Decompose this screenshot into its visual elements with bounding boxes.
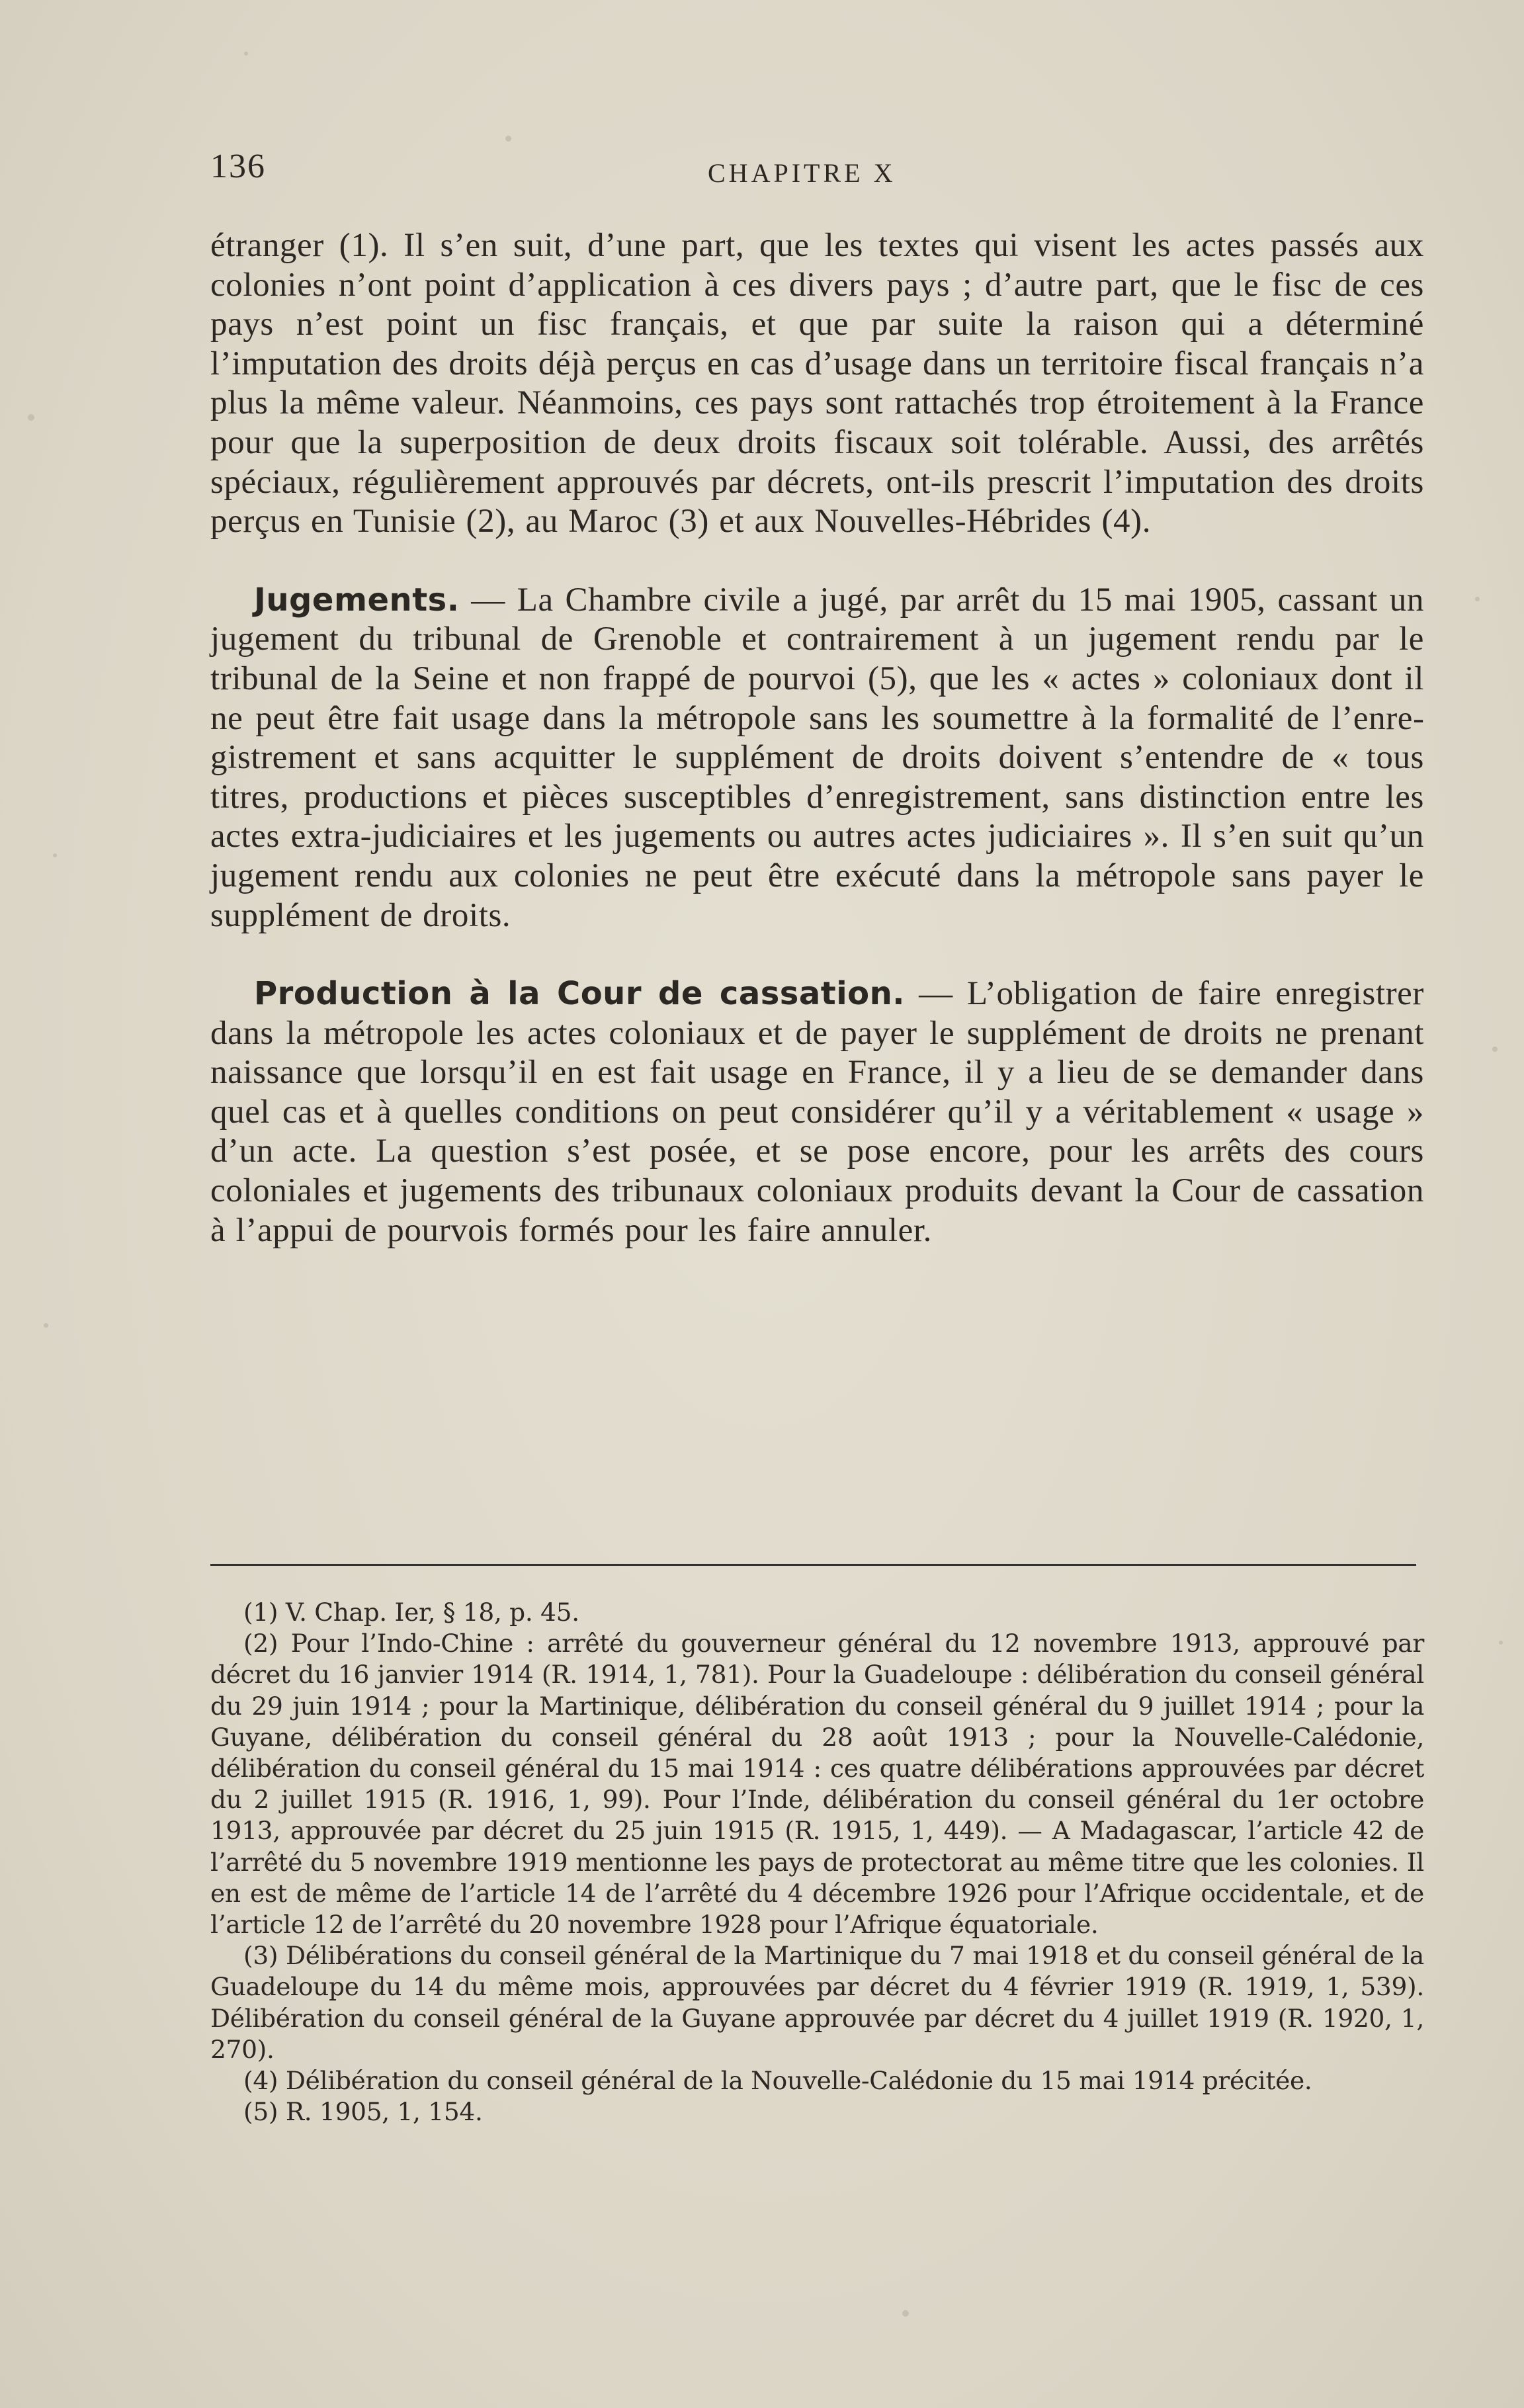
- main-text: [210, 226, 1424, 1250]
- paper-speck: [53, 853, 57, 857]
- footnote-5: (5) R. 1905, 1, 154.: [243, 2097, 483, 2127]
- section-heading-jugements: Jugements.: [254, 581, 460, 619]
- paper-speck: [1475, 597, 1480, 601]
- paper-speck: [505, 136, 511, 142]
- footnote-divider: [210, 1564, 1416, 1566]
- paper-speck: [244, 52, 248, 56]
- footnote-3: (3) Délibérations du conseil général de la Martinique du 7 mai 1918 et du conseil général de la Guadeloupe du 14 du même mois, approuvées par décret du 4 février 1919 (R. 1919, 1, 539). Délibération du conseil général de la Guyane approuvée par décret du 4 juillet 1919 (R. 1920, 1, 270).: [210, 1941, 1424, 2064]
- paragraph-intro-text: étranger (1). Il s’en suit, d’une part, que les textes qui visent les actes passés aux colonies n’ont point d’application à ces divers pays ; d’autre part, que le fisc de ces pays n’est point un fisc français, et que par suite la raison qui a déterminé l’imputation des droits déjà perçus en cas d’usage dans un territoire fiscal français n’a plus la même valeur. Néanmoins, ces pays sont rattachés trop étroitement à la France pour que la superposition de deux droits fiscaux soit tolérable. Aussi, des arrêtés spéciaux, régulièrement approuvés par décrets, ont-ils prescrit l’imputation des droits perçus en Tunisie (2), au Maroc (3) et aux Nouvelles-Hébrides (4).: [210, 227, 1424, 540]
- section-heading-production: Production à la Cour de cassation.: [254, 975, 906, 1013]
- running-head: CHAPITRE X: [708, 158, 896, 188]
- footnote-4: (4) Délibération du conseil général de la Nouvelle-Calédonie du 15 mai 1914 précitée.: [243, 2066, 1312, 2096]
- page-number: 136: [210, 148, 266, 185]
- paper-speck: [28, 414, 34, 421]
- paragraph-production-text: — L’obligation de faire enregistrer dans la métropole les actes coloniaux et de payer le supplément de droits ne prenant naissance que lorsqu’il en est fait usage en France, il y a lieu de se demander dans quel cas et à quelles conditions on peut considérer qu’il y a véritablement « usage » d’un acte. La question s’est posée, et se pose encore, pour les arrêts des cours coloniales et jugements des tribunaux coloniaux produits devant la Cour de cassation à l’appui de pourvois formés pour les faire annuler.: [210, 975, 1425, 1249]
- footnote-1: (1) V. Chap. Ier, § 18, p. 45.: [243, 1598, 579, 1627]
- paragraph-jugements: [210, 581, 1424, 935]
- paper-speck: [902, 2310, 909, 2317]
- paper-speck: [1492, 1047, 1498, 1052]
- paragraph-production: [210, 974, 1424, 1250]
- paper-speck: [1499, 1641, 1503, 1645]
- paragraph-intro: [210, 226, 1424, 542]
- footnotes: [210, 1597, 1424, 2128]
- page-header: [210, 147, 1424, 193]
- footnote-2: (2) Pour l’Indo-Chine : arrêté du gouverneur général du 12 novembre 1913, approuvé par décret du 16 janvier 1914 (R. 1914, 1, 781). Pour la Guadeloupe : délibération du conseil général du 29 juin 1914 ; pour la Martinique, délibération du conseil général du 9 juillet 1914 ; pour la Guyane, délibération du conseil général du 28 août 1913 ; pour la Nouvelle-Calédonie, délibération du conseil général du 15 mai 1914 : ces quatre délibérations approuvées par décret du 2 juillet 1915 (R. 1916, 1, 99). Pour l’Inde, délibération du conseil général du 1er octobre 1913, approuvée par décret du 25 juin 1915 (R. 1915, 1, 449). — A Madagascar, l’article 42 de l’arrêté du 5 novembre 1919 mentionne les pays de protectorat au même titre que les colonies. Il en est de même de l’article 14 de l’arrêté du 4 décembre 1926 pour l’Afrique occidentale, et de l’article 12 de l’arrêté du 20 novembre 1928 pour l’Afrique équatoriale.: [210, 1629, 1424, 1940]
- paper-speck: [44, 1323, 48, 1328]
- paragraph-jugements-text: — La Chambre civile a jugé, par arrêt du 15 mai 1905, cassant un jugement du tribunal de Grenoble et contrairement à un jugement rendu par le tribunal de la Seine et non frappé de pourvoi (5), que les « actes » coloniaux dont il ne peut être fait usage dans la métropole sans les soumettre à la formalité de l’enregistrement et sans acquitter le supplément de droits doivent s’entendre de « tous titres, productions et pièces susceptibles d’enregistrement, sans distinction entre les actes extra-judiciaires et les jugements ou autres actes judiciaires ». Il s’en suit qu’un jugement rendu aux colonies ne peut être exécuté dans la métropole sans payer le supplément de droits.: [210, 581, 1424, 934]
